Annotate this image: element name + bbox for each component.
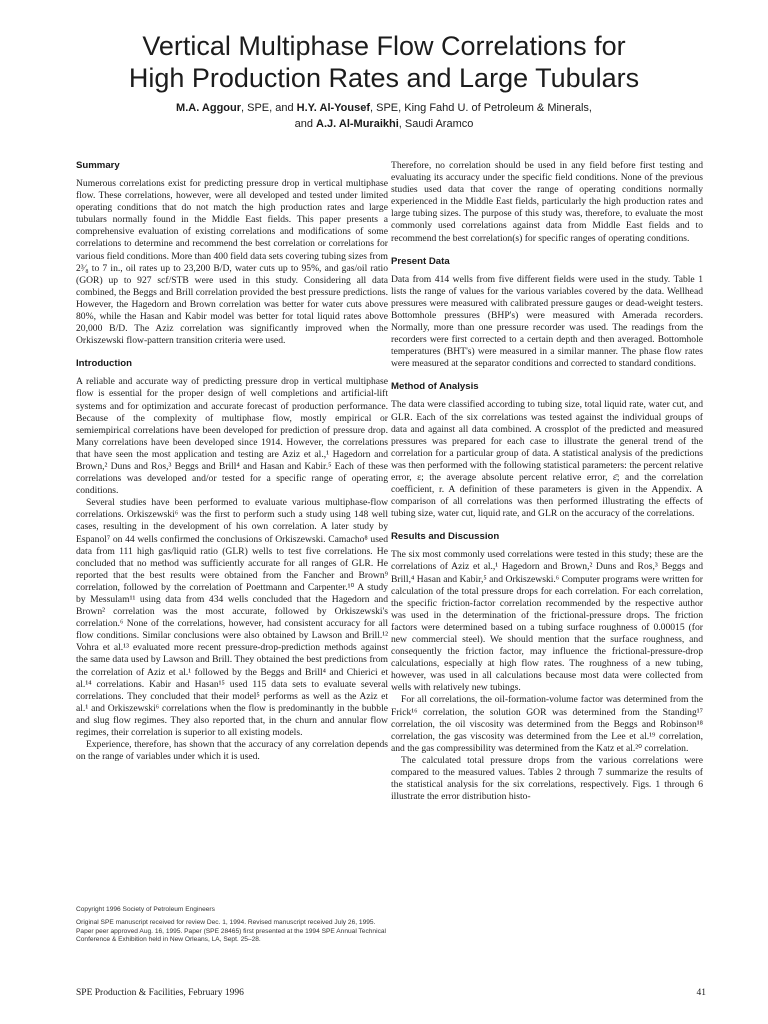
manuscript-note: Original SPE manuscript received for review Dec. 1, 1994. Revised manuscript received July 26, 1995. Paper peer approved Aug. 16, 1995. Paper (SPE 28465) first presented at the 1994 SPE Annual Technical Conference & Exhibition held in New Orleans, LA, Sept. 25–28.: [76, 918, 386, 944]
journal-footer: SPE Production & Facilities, February 1996: [76, 988, 244, 998]
paragraph: Data from 414 wells from five different fields were used in the study. Table 1 lists the range of values for the various variables covered by the data. Wellhead pressures were measured with calibrated pressure gauges or dead-weight testers. Bottomhole pressures (BHP's) were measured with Amerada recorders. Normally, more than one pressure recorder was used. The readings from the recorders were first corrected to a certain depth and then averaged. Bottomhole temperatures (BHT's) were measured in a similar manner. The phase flow rates were measured at the separator conditions and corrected to standard conditions.: [391, 273, 703, 370]
summary-section: [76, 160, 388, 347]
left-column: [76, 160, 388, 774]
section-heading: Results and Discussion: [391, 531, 500, 543]
author-affiliation: , SPE, and: [241, 102, 297, 114]
title-line-2: High Production Rates and Large Tubulars: [128, 63, 640, 93]
author-connector: and: [294, 118, 317, 130]
paragraph: The six most commonly used correlations were tested in this study; these are the correlations of Aziz et al.,¹ Hagedorn and Brown,² Duns and Ros,³ Beggs and Brill,⁴ Hasan and Kabir,⁵ and Orkiszewski.⁶ Computer programs were written for calculation of the total pressure drops for each correlation. For each correlation, the specific friction-factor correlation recommended by the respective author was used in the determination of the frictional-pressure drops. The friction factors were determined based on a tubing surface roughness of 0.00015 (for new commercial steel). We should mention that the surface roughness, and consequently the friction factor, may influence the frictional-pressure-drop calculations, especially at high flow rates. The roughness of a new tubing, however, was used in all calculations because most data were collected from wells with relatively new tubings.: [391, 549, 703, 694]
author-line-2: [40, 116, 728, 132]
title-line-1: Vertical Multiphase Flow Correlations for: [142, 31, 626, 61]
footnote-block: [76, 906, 388, 949]
paragraph: A reliable and accurate way of predicting pressure drop in vertical multiphase flow is essential for the proper design of well completions and artificial-lift systems and for optimization and accurate forecast of production performance. Because of the complexity of multiphase flow, mostly empirical or semiempirical correlations have been developed for prediction of pressure drop. Many correlations have been developed since 1914. However, the correlations that have seen the most application and testing are Aziz et al.,¹ Hagedorn and Brown,² Duns and Ros,³ Beggs and Brill⁴ and Hasan and Kabir.⁵ Each of these correlations was developed and/or tested for a specific range of operating conditions.: [76, 376, 388, 497]
page-number: 41: [696, 988, 706, 998]
section-heading: Method of Analysis: [391, 381, 479, 393]
paragraph: Numerous correlations exist for predicting pressure drop in vertical multiphase flow. These correlations, however, were all developed and tested under limited operating conditions that do not match the high production rates and large tubulars normally found in the Middle East fields. This paper presents a comprehensive evaluation of existing correlations and modifications of some correlations to determine and recommend the best correlation or correlations for various field conditions. More than 400 field data sets covering tubing sizes from 2³⁄₈ to 7 in., oil rates up to 23,200 B/D, water cuts up to 95%, and gas/oil ratio (GOR) up to 927 scf/STB were used in this study. Considering all data combined, the Beggs and Brill correlation provided the best pressure predictions. However, the Hagedorn and Brown correlation was better for water cuts above 80%, while the Hasan and Kabir model was better for total liquid rates above 20,000 B/D. The Aziz correlation was significantly improved when the Orkiszewski flow-pattern transition criteria were used.: [76, 178, 388, 347]
author-block: [40, 100, 728, 132]
paragraph: The data were classified according to tubing size, total liquid rate, water cut, and GLR. Each of the six correlations was tested against the individual groups of data and against all data combined. A crossplot of the predicted and measured pressures was prepared for each case to illustrate the general trend of the correlation for a particular group of data. A statistical analysis of the predictions was then performed with the following statistical parameters: the percent relative error, ε; the average absolute percent relative error, ε̄; and the correlation coefficient, r. A definition of these parameters is given in the Appendix. A comparison of all correlations was then performed illustrating the effects of tubing size, water cut, liquid rate, and GLR on the accuracy of the correlations.: [391, 399, 703, 520]
author-line-1: [40, 100, 728, 116]
section-heading: Summary: [76, 160, 120, 171]
paragraph: Experience, therefore, has shown that the accuracy of any correlation depends on the range of variables under which it is used.: [76, 739, 388, 763]
author-affiliation: , Saudi Aramco: [398, 118, 474, 130]
paragraph: For all correlations, the oil-formation-volume factor was determined from the Frick¹⁶ correlation, the solution GOR was determined from the Standing¹⁷ correlation, the oil viscosity was determined from the Beggs and Robinson¹⁸ correlation, the gas viscosity was determined from the Lee et al.¹⁹ correlation, and the gas compressibility was determined from the Katz et al.²⁰ correlation.: [391, 694, 703, 754]
section-heading: Present Data: [391, 255, 450, 267]
method-section: [391, 381, 703, 520]
present-data-section: [391, 256, 703, 371]
author-name: M.A. Aggour: [176, 102, 242, 114]
copyright-notice: Copyright 1996 Society of Petroleum Engineers: [76, 906, 215, 913]
paper-title: [40, 30, 728, 94]
right-column: [391, 160, 703, 814]
paragraph: The calculated total pressure drops from the various correlations were compared to the measured values. Tables 2 through 7 summarize the results of the statistical analysis for the six correlations, respectively. Figs. 1 through 6 illustrate the error distribution histo-: [391, 754, 703, 803]
results-section: [391, 531, 703, 803]
author-name: H.Y. Al-Yousef: [296, 102, 371, 114]
author-affiliation: , SPE, King Fahd U. of Petroleum & Minerals,: [370, 102, 592, 114]
author-name: A.J. Al-Muraikhi: [316, 118, 399, 130]
introduction-section: [76, 358, 388, 763]
paragraph: Therefore, no correlation should be used in any field before first testing and evaluating its accuracy under the specific field conditions. None of the previous studies used data that cover the range of operating conditions normally experienced in the Middle East fields, particularly the high production rates and large tubing sizes. The purpose of this study was, therefore, to evaluate the most commonly used correlations against data from Middle East fields and to recommend the best correlation(s) for specific ranges of operating conditions.: [391, 160, 703, 244]
section-heading: Introduction: [76, 358, 132, 370]
intro-continuation: [391, 160, 703, 245]
paragraph: Several studies have been performed to evaluate various multiphase-flow correlations. Orkiszewski⁶ was the first to perform such a study using 148 well cases, resulting in the development of his own correlation. A later study by Espanol⁷ on 44 wells confirmed the conclusions of Orkiszewski. Camacho⁸ used data from 111 high gas/liquid ratio (GLR) wells to test five correlations. He concluded that no method was sufficiently accurate for all ranges of GLR. He reported that the best results were obtained from the Fancher and Brown⁹ correlation, followed by the correlation of Poettmann and Carpenter.¹⁰ A study by Messulam¹¹ using data from 434 wells concluded that the Hagedorn and Brown² correlation was the most accurate, followed by Orkiszewski's correlation.⁶ None of the correlations, however, had consistent accuracy for all flow conditions. Similar conclusions were also obtained by Lawson and Brill.¹² Vohra et al.¹³ evaluated more recent pressure-drop-prediction methods against the same data used by Lawson and Brill. They obtained the best predictions from the correlation of Aziz et al.¹ followed by the Beggs and Brill⁴ and Chierici et al.¹⁴ correlations. Kabir and Hasan¹⁵ used 115 data sets to evaluate several correlations. They concluded that their model⁵ performs as well as the Aziz et al.¹ and Orkiszewski⁶ correlations when the flow is predominantly in the bubble and slug flow regimes. They also reported that, in the churn and annular flow regimes, their correlation is superior to all existing models.: [76, 497, 388, 739]
